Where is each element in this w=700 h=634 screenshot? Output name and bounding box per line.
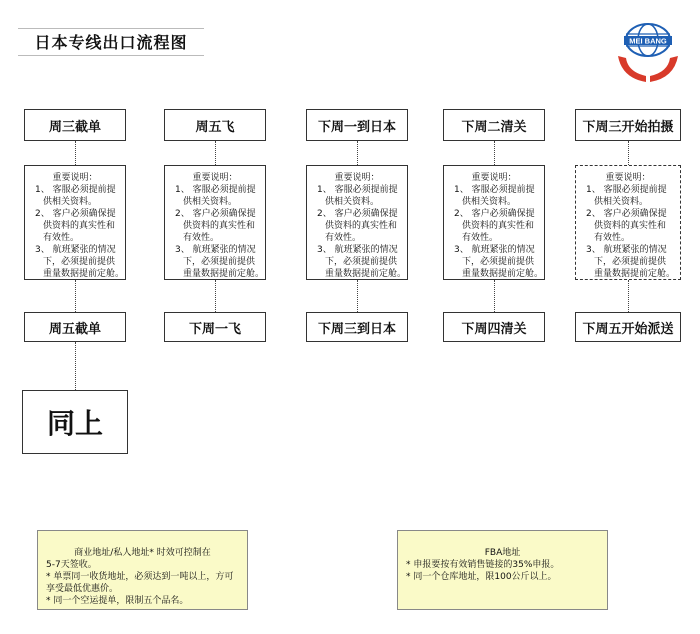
note-line: 1、 客服必须提前提 xyxy=(175,185,256,195)
company-logo xyxy=(612,20,684,86)
note-line: 供相关资料。 xyxy=(462,197,517,207)
note-heading: 重要说明： xyxy=(471,173,517,183)
connector-top-3 xyxy=(357,141,358,165)
step-bottom-2: 下周一飞 xyxy=(164,312,266,342)
info-line: 5-7天签收。 xyxy=(46,560,97,570)
step-bottom-5: 下周五开始派送 xyxy=(575,312,681,342)
note-line: 重量数据提前定舱。 xyxy=(462,269,544,279)
info-line: 享受最低优惠价。 xyxy=(46,584,119,594)
connector-bottom-3 xyxy=(357,280,358,312)
step-bottom-4: 下周四清关 xyxy=(443,312,545,342)
note-line: 有效性。 xyxy=(43,233,80,243)
note-box-1 xyxy=(24,165,126,280)
note-line: 1、 客服必须提前提 xyxy=(454,185,535,195)
note-line: 供资料的真实性和 xyxy=(325,221,398,231)
step-top-3: 下周一到日本 xyxy=(306,109,408,141)
note-line: 供相关资料。 xyxy=(183,197,238,207)
note-line: 2、 客户必须确保提 xyxy=(586,209,667,219)
note-line: 重量数据提前定舱。 xyxy=(594,269,676,279)
step-bottom-3: 下周三到日本 xyxy=(306,312,408,342)
note-line: 3、 航班紧张的情况 xyxy=(317,245,398,255)
connector-bottom-1 xyxy=(75,280,76,312)
note-line: 供资料的真实性和 xyxy=(462,221,535,231)
note-heading: 重要说明： xyxy=(52,173,98,183)
note-line: 供相关资料。 xyxy=(325,197,380,207)
note-heading: 重要说明： xyxy=(192,173,238,183)
note-box-3 xyxy=(306,165,408,280)
note-line: 有效性。 xyxy=(325,233,362,243)
note-line: 下，必须提前提供 xyxy=(462,257,535,267)
note-line: 供资料的真实性和 xyxy=(183,221,256,231)
note-line: 下，必须提前提供 xyxy=(183,257,256,267)
step-top-4: 下周二清关 xyxy=(443,109,545,141)
note-box-5 xyxy=(575,165,681,280)
note-line: 3、 航班紧张的情况 xyxy=(35,245,116,255)
same-as-above-box: 同上 xyxy=(22,390,128,454)
note-line: 3、 航班紧张的情况 xyxy=(175,245,256,255)
note-line: 2、 客户必须确保提 xyxy=(454,209,535,219)
note-heading: 重要说明： xyxy=(334,173,380,183)
info-line: * 同一个空运提单，限制五个品名。 xyxy=(46,596,189,606)
note-heading: 重要说明： xyxy=(605,173,651,183)
connector-top-1 xyxy=(75,141,76,165)
step-top-2: 周五飞 xyxy=(164,109,266,141)
info-left-heading: 商业地址/私人地址* 时效可控制在 xyxy=(74,548,211,558)
note-line: 有效性。 xyxy=(462,233,499,243)
note-line: 供资料的真实性和 xyxy=(43,221,116,231)
step-bottom-1: 周五截单 xyxy=(24,312,126,342)
info-line: * 单票同一收货地址，必须达到一吨以上，方可 xyxy=(46,572,234,582)
connector-same xyxy=(75,342,76,390)
info-line: * 同一个仓库地址，限100公斤以上。 xyxy=(406,572,557,582)
note-box-2 xyxy=(164,165,266,280)
note-line: 供相关资料。 xyxy=(594,197,649,207)
note-line: 3、 航班紧张的情况 xyxy=(586,245,667,255)
note-line: 1、 客服必须提前提 xyxy=(586,185,667,195)
note-line: 1、 客服必须提前提 xyxy=(317,185,398,195)
info-line: * 申报要按有效销售链接的35%申报。 xyxy=(406,560,560,570)
note-line: 有效性。 xyxy=(594,233,631,243)
note-line: 下，必须提前提供 xyxy=(594,257,667,267)
connector-top-2 xyxy=(215,141,216,165)
note-line: 下，必须提前提供 xyxy=(43,257,116,267)
connector-bottom-4 xyxy=(494,280,495,312)
note-box-4 xyxy=(443,165,545,280)
page-title: 日本专线出口流程图 xyxy=(18,28,204,56)
note-line: 3、 航班紧张的情况 xyxy=(454,245,535,255)
info-box-commercial-address xyxy=(37,530,248,610)
connector-bottom-2 xyxy=(215,280,216,312)
step-top-1: 周三截单 xyxy=(24,109,126,141)
note-line: 重量数据提前定舱。 xyxy=(43,269,125,279)
globe-hands-logo-icon xyxy=(612,20,684,86)
note-line: 2、 客户必须确保提 xyxy=(175,209,256,219)
note-line: 供相关资料。 xyxy=(43,197,98,207)
note-line: 1、 客服必须提前提 xyxy=(35,185,116,195)
note-line: 有效性。 xyxy=(183,233,220,243)
step-top-5: 下周三开始拍摄 xyxy=(575,109,681,141)
note-line: 2、 客户必须确保提 xyxy=(35,209,116,219)
info-box-fba-address xyxy=(397,530,608,610)
note-line: 下，必须提前提供 xyxy=(325,257,398,267)
note-line: 重量数据提前定舱。 xyxy=(183,269,265,279)
note-line: 重量数据提前定舱。 xyxy=(325,269,407,279)
logo-text: MEI BANG xyxy=(629,36,667,46)
note-line: 2、 客户必须确保提 xyxy=(317,209,398,219)
connector-top-5 xyxy=(628,141,629,165)
connector-bottom-5 xyxy=(628,280,629,312)
connector-top-4 xyxy=(494,141,495,165)
note-line: 供资料的真实性和 xyxy=(594,221,667,231)
info-right-heading: FBA地址 xyxy=(484,548,521,558)
